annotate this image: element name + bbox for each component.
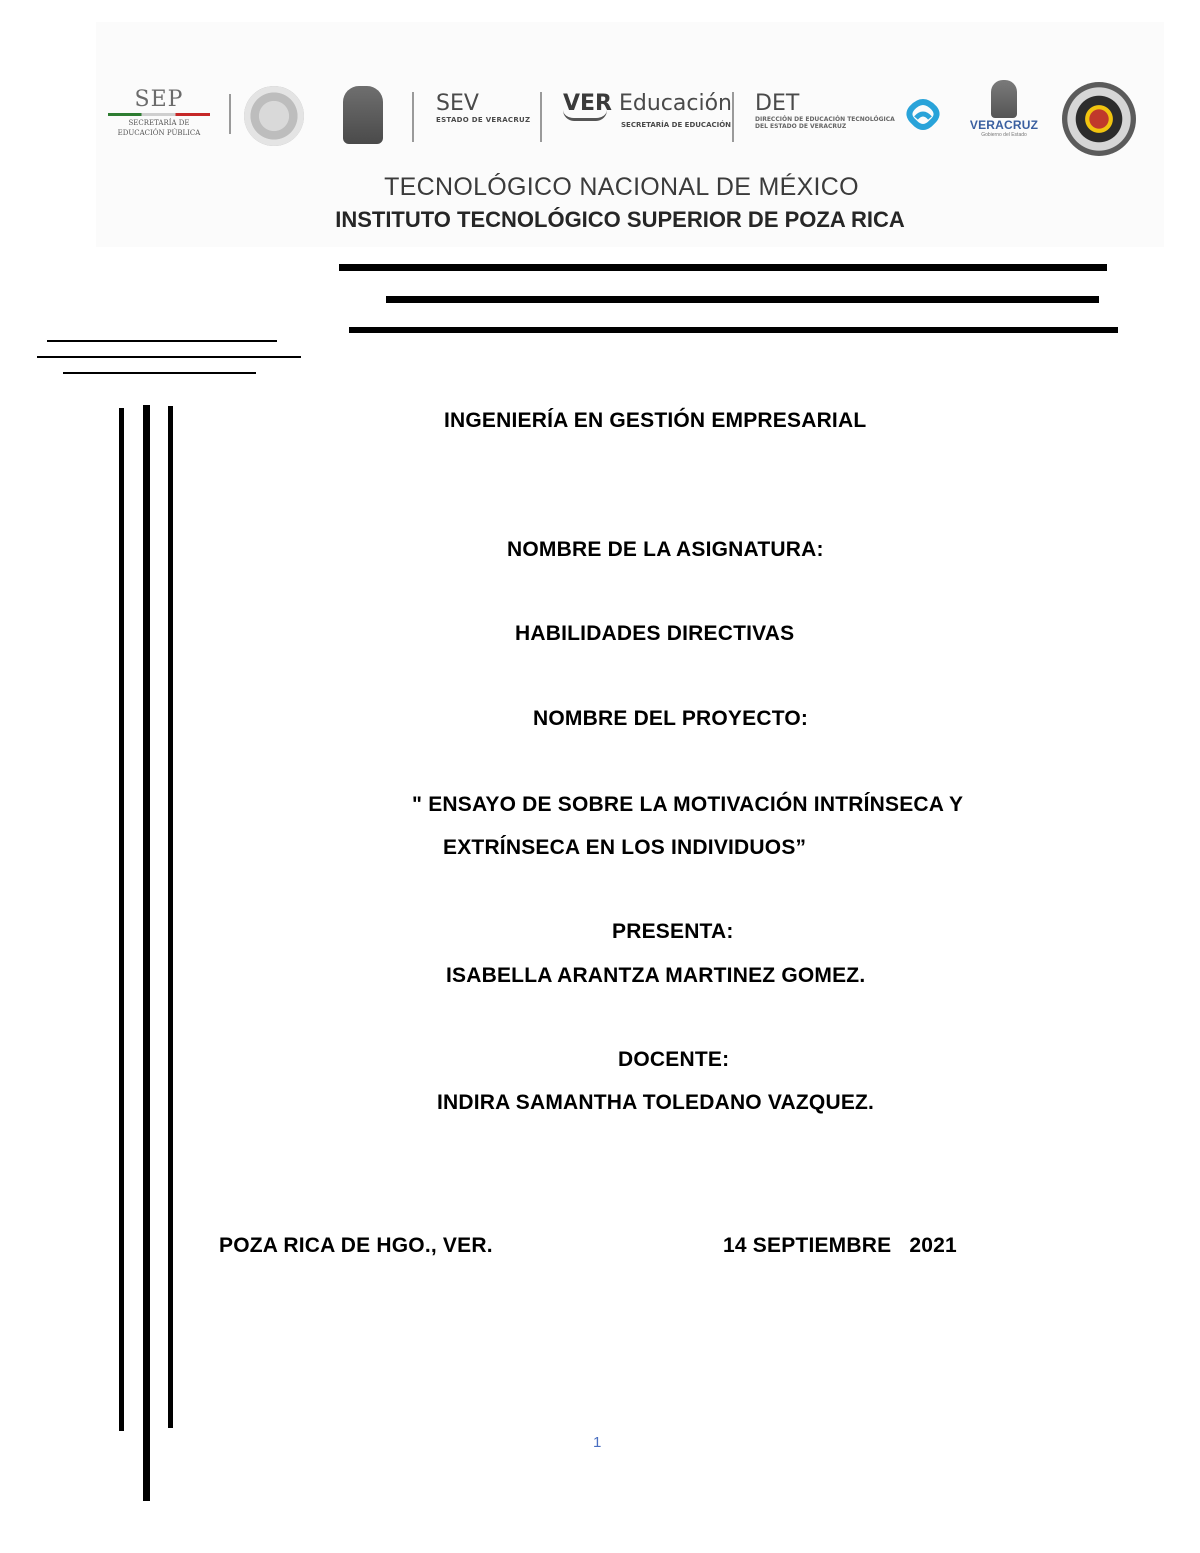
veracruz-government-logo (968, 80, 1040, 138)
sep-logo (104, 88, 214, 144)
sep-logo-title: SEP (134, 87, 184, 112)
decorative-vertical-bar (119, 408, 124, 1431)
veracruz-government-crest-icon (991, 80, 1017, 118)
decorative-short-rule (63, 372, 256, 374)
institution-name-line-2: INSTITUTO TECNOLÓGICO SUPERIOR DE POZA RICA (335, 207, 905, 232)
veracruz-logo-title: VERACRUZ (969, 118, 1039, 132)
career-name: INGENIERÍA EN GESTIÓN EMPRESARIAL (444, 409, 867, 432)
decorative-short-rule (37, 356, 301, 358)
subject-label: NOMBRE DE LA ASIGNATURA: (507, 538, 824, 561)
sep-logo-subtitle-1: SECRETARÍA DE (128, 119, 190, 127)
ver-logo-subtitle: SECRETARÍA DE EDUCACIÓN (621, 121, 732, 129)
presenter-name: ISABELLA ARANTZA MARTINEZ GOMEZ. (446, 964, 866, 987)
project-label: NOMBRE DEL PROYECTO: (533, 707, 809, 730)
sep-logo-subtitle-2: EDUCACIÓN PÚBLICA (117, 129, 201, 137)
ver-logo-title-bold: VER (563, 91, 612, 116)
sev-logo (436, 92, 530, 124)
logo-divider (540, 92, 542, 142)
det-logo-title: DET (755, 91, 800, 116)
knot-logo-icon (906, 98, 940, 132)
det-logo-subtitle-2: DEL ESTADO DE VERACRUZ (755, 123, 847, 130)
presenter-label: PRESENTA: (612, 920, 734, 943)
logo-divider (412, 92, 414, 142)
veracruz-logo-subtitle: Gobierno del Estado (981, 132, 1027, 138)
teacher-label: DOCENTE: (618, 1048, 730, 1071)
sep-logo-rule (108, 113, 210, 116)
project-title-line-1: " ENSAYO DE SOBRE LA MOTIVACIÓN INTRÍNSECA Y (412, 793, 964, 816)
decorative-horizontal-rule (386, 296, 1099, 303)
logo-divider (732, 92, 734, 142)
institution-name-line-1: TECNOLÓGICO NACIONAL DE MÉXICO (384, 173, 859, 201)
project-title-line-2: EXTRÍNSECA EN LOS INDIVIDUOS” (443, 836, 807, 859)
logo-divider (229, 94, 231, 134)
itspr-institute-seal (1062, 82, 1136, 156)
ver-educacion-logo (563, 92, 732, 129)
subject-name: HABILIDADES DIRECTIVAS (515, 622, 795, 645)
veracruz-crest-icon (343, 86, 383, 144)
det-logo (755, 92, 895, 130)
mexico-coat-of-arms-seal (244, 86, 304, 146)
ver-logo-title-rest: Educación (612, 91, 732, 116)
page-number: 1 (593, 1434, 602, 1451)
sev-logo-title: SEV (436, 91, 479, 116)
decorative-vertical-bar (143, 405, 150, 1501)
decorative-horizontal-rule (349, 327, 1118, 333)
decorative-short-rule (47, 340, 277, 342)
place-text: POZA RICA DE HGO., VER. (219, 1234, 493, 1257)
teacher-name: INDIRA SAMANTHA TOLEDANO VAZQUEZ. (437, 1091, 875, 1114)
decorative-vertical-bar (168, 406, 173, 1428)
det-logo-subtitle-1: DIRECCIÓN DE EDUCACIÓN TECNOLÓGICA (755, 116, 895, 123)
decorative-horizontal-rule (339, 264, 1107, 271)
date-text: 14 SEPTIEMBRE 2021 (723, 1234, 957, 1257)
sev-logo-subtitle: ESTADO DE VERACRUZ (436, 116, 531, 124)
